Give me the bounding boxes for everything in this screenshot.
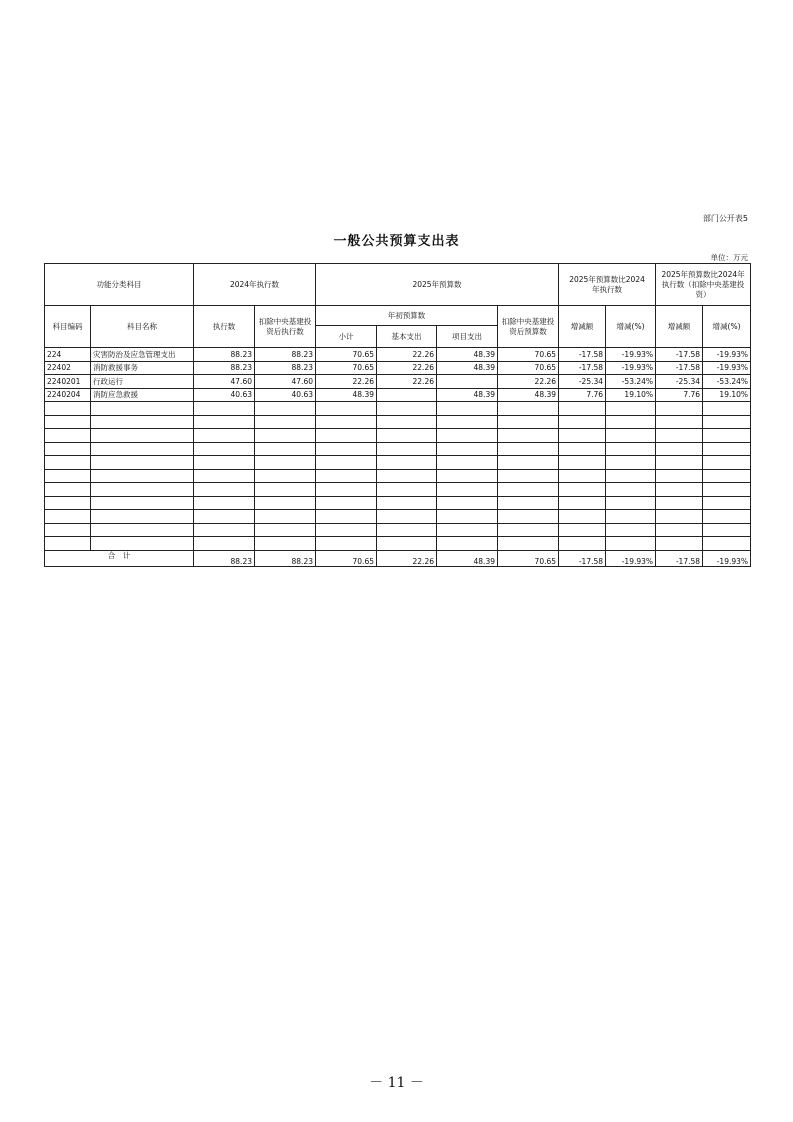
- empty-row: [45, 415, 751, 429]
- cell-inc2: -17.58: [656, 348, 703, 362]
- cell-pct: -19.93%: [606, 361, 656, 375]
- header-func-class: 功能分类科目: [45, 264, 194, 306]
- total-label: 合 计: [45, 550, 194, 566]
- empty-row: [45, 483, 751, 497]
- total-budget_adj: 70.65: [498, 550, 559, 566]
- cell-exec: 88.23: [194, 348, 255, 362]
- cell-basic: 22.26: [377, 348, 437, 362]
- empty-row: [45, 523, 751, 537]
- header-exec-adjusted: 扣除中央基建投资后执行数: [255, 306, 316, 348]
- total-inc: -17.58: [559, 550, 606, 566]
- page-title: 一般公共预算支出表: [333, 234, 460, 249]
- cell-inc2: 7.76: [656, 388, 703, 402]
- cell-code: 22402: [45, 361, 91, 375]
- header-code: 科目编码: [45, 306, 91, 348]
- cell-exec_adj: 88.23: [255, 361, 316, 375]
- total-subtotal: 70.65: [316, 550, 377, 566]
- header-inc-amount-adjusted: 增减额: [656, 306, 703, 348]
- cell-pct: -53.24%: [606, 375, 656, 389]
- cell-name: 消防应急救援: [91, 388, 194, 402]
- cell-budget_adj: 70.65: [498, 348, 559, 362]
- total-basic: 22.26: [377, 550, 437, 566]
- cell-inc: -17.58: [559, 361, 606, 375]
- cell-name: 灾害防治及应急管理支出: [91, 348, 194, 362]
- cell-pct2: -53.24%: [703, 375, 751, 389]
- table-row: [45, 348, 751, 362]
- header-subtotal: 小计: [316, 326, 377, 348]
- header-basic: 基本支出: [377, 326, 437, 348]
- cell-project: 48.39: [437, 348, 498, 362]
- header-budget-2025: 2025年预算数: [316, 264, 559, 306]
- cell-inc: -17.58: [559, 348, 606, 362]
- cell-inc2: -17.58: [656, 361, 703, 375]
- cell-project: [437, 375, 498, 389]
- cell-pct2: -19.93%: [703, 348, 751, 362]
- header-name: 科目名称: [91, 306, 194, 348]
- cell-inc: -25.34: [559, 375, 606, 389]
- page-number: － 11 －: [369, 1075, 424, 1091]
- cell-code: 224: [45, 348, 91, 362]
- total-pct: -19.93%: [606, 550, 656, 566]
- cell-basic: 22.26: [377, 375, 437, 389]
- empty-row: [45, 510, 751, 524]
- empty-row: [45, 469, 751, 483]
- table-row: [45, 388, 751, 402]
- cell-basic: [377, 388, 437, 402]
- cell-project: 48.39: [437, 388, 498, 402]
- cell-code: 2240204: [45, 388, 91, 402]
- header-compare-adjusted: 2025年预算数比2024年执行数（扣除中央基建投资）: [656, 264, 751, 306]
- cell-code: 2240201: [45, 375, 91, 389]
- total-inc2: -17.58: [656, 550, 703, 566]
- cell-inc2: -25.34: [656, 375, 703, 389]
- cell-pct2: 19.10%: [703, 388, 751, 402]
- cell-basic: 22.26: [377, 361, 437, 375]
- empty-row: [45, 456, 751, 470]
- cell-exec: 47.60: [194, 375, 255, 389]
- cell-budget_adj: 48.39: [498, 388, 559, 402]
- cell-project: 48.39: [437, 361, 498, 375]
- header-project: 项目支出: [437, 326, 498, 348]
- budget-table: [44, 263, 751, 567]
- total-exec_adj: 88.23: [255, 550, 316, 566]
- cell-subtotal: 70.65: [316, 348, 377, 362]
- unit-label: 单位：万元: [710, 253, 748, 262]
- cell-exec_adj: 47.60: [255, 375, 316, 389]
- header-inc-percent-adjusted: 增减(%): [703, 306, 751, 348]
- cell-name: 消防救援事务: [91, 361, 194, 375]
- table-row: [45, 361, 751, 375]
- total-exec: 88.23: [194, 550, 255, 566]
- cell-exec_adj: 88.23: [255, 348, 316, 362]
- header-budget-adjusted: 扣除中央基建投资后预算数: [498, 306, 559, 348]
- header-inc-percent: 增减(%): [606, 306, 656, 348]
- cell-exec_adj: 40.63: [255, 388, 316, 402]
- cell-exec: 40.63: [194, 388, 255, 402]
- empty-row: [45, 496, 751, 510]
- empty-row: [45, 402, 751, 416]
- total-project: 48.39: [437, 550, 498, 566]
- cell-inc: 7.76: [559, 388, 606, 402]
- cell-pct2: -19.93%: [703, 361, 751, 375]
- header-inc-amount: 增减额: [559, 306, 606, 348]
- cell-subtotal: 48.39: [316, 388, 377, 402]
- header-compare: 2025年预算数比2024年执行数: [559, 264, 656, 306]
- empty-row: [45, 442, 751, 456]
- cell-subtotal: 22.26: [316, 375, 377, 389]
- cell-subtotal: 70.65: [316, 361, 377, 375]
- table-row: [45, 375, 751, 389]
- empty-row: [45, 537, 751, 551]
- empty-row: [45, 429, 751, 443]
- cell-name: 行政运行: [91, 375, 194, 389]
- header-exec-2024: 2024年执行数: [194, 264, 316, 306]
- table-number: 部门公开表5: [702, 214, 748, 223]
- header-exec: 执行数: [194, 306, 255, 348]
- cell-budget_adj: 22.26: [498, 375, 559, 389]
- cell-pct: 19.10%: [606, 388, 656, 402]
- header-initial-budget: 年初预算数: [316, 306, 498, 326]
- total-pct2: -19.93%: [703, 550, 751, 566]
- cell-budget_adj: 70.65: [498, 361, 559, 375]
- total-row: [45, 550, 751, 566]
- cell-exec: 88.23: [194, 361, 255, 375]
- cell-pct: -19.93%: [606, 348, 656, 362]
